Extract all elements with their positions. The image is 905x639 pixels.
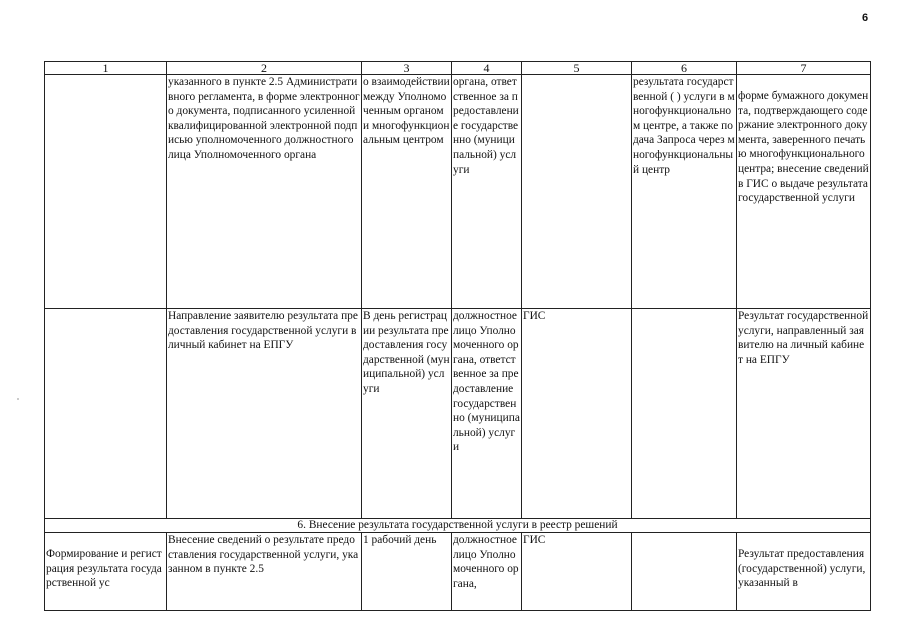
row1-procedure-cell [45, 75, 167, 309]
table-row [45, 75, 871, 309]
header-cell-5: 5 [522, 62, 632, 75]
row3-criteria-cell [632, 533, 737, 611]
section-heading-row [45, 519, 871, 533]
row3-result-cell [737, 533, 871, 611]
row3-procedure-text: Формирование и регистрация результата государственной ус [46, 548, 162, 590]
header-cell-6: 6 [632, 62, 737, 75]
row2-procedure-cell [45, 309, 167, 519]
row2-criteria-cell [632, 309, 737, 519]
header-cell-4: 4 [452, 62, 522, 75]
row1-term-cell: о взаимодействии между Уполномоченным органом и многофункциональным центром [362, 75, 452, 309]
row3-procedure-cell [45, 533, 167, 611]
header-row [45, 62, 871, 75]
table-row [45, 309, 871, 519]
row1-action-cell: указанного в пункте 2.5 Административного регламента, в форме электронного документа, подписанного усиленной квалифицированной электронной подписью уполномоченного должностного лица Уполномоченного органа [167, 75, 362, 309]
procedures-table [44, 61, 871, 611]
header-cell-7: 7 [737, 62, 871, 75]
header-cell-3: 3 [362, 62, 452, 75]
page-number: 6 [862, 12, 869, 24]
row2-action-cell: Направление заявителю результата предоставления государственной услуги в личный кабинет на ЕПГУ [167, 309, 362, 519]
row1-result-text: форме бумажного документа, подтверждающего содержание электронного документа, заверенного печатью многофункционального центра; внесение сведений в ГИС о выдаче результата государственной услуги [738, 90, 869, 205]
row1-result-cell [737, 75, 871, 309]
row3-result-text: Результат предоставления (государственной) услуги, указанный в [738, 548, 866, 590]
row1-criteria-cell: результата государственной ( ) услуги в многофункциональном центре, а также подача Запроса через многофункциональный центр [632, 75, 737, 309]
header-cell-1: 1 [45, 62, 167, 75]
row2-system-cell: ГИС [522, 309, 632, 519]
table-row [45, 533, 871, 611]
row3-term-cell: 1 рабочий день [362, 533, 452, 611]
row2-result-cell: Результат государственной услуги, направленный заявителю на личный кабинет на ЕПГУ [737, 309, 871, 519]
row1-responsible-cell: органа, ответственное за предоставление государственно (муниципальной) услуги [452, 75, 522, 309]
section-6-title: 6. Внесение результата государственной услуги в реестр решений [45, 519, 871, 533]
row3-responsible-cell: должностное лицо Уполномоченного органа, [452, 533, 522, 611]
row1-system-cell [522, 75, 632, 309]
row3-action-cell: Внесение сведений о результате предоставления государственной услуги, указанном в пункте 2.5 [167, 533, 362, 611]
row2-responsible-cell: должностное лицо Уполномоченного органа, ответственное за предоставление государственно (муниципальной) услуги [452, 309, 522, 519]
header-cell-2: 2 [167, 62, 362, 75]
row3-system-cell: ГИС [522, 533, 632, 611]
row2-term-cell: В день регистрации результата предоставления государственной (муниципальной) услуги [362, 309, 452, 519]
scan-speck [17, 398, 19, 400]
